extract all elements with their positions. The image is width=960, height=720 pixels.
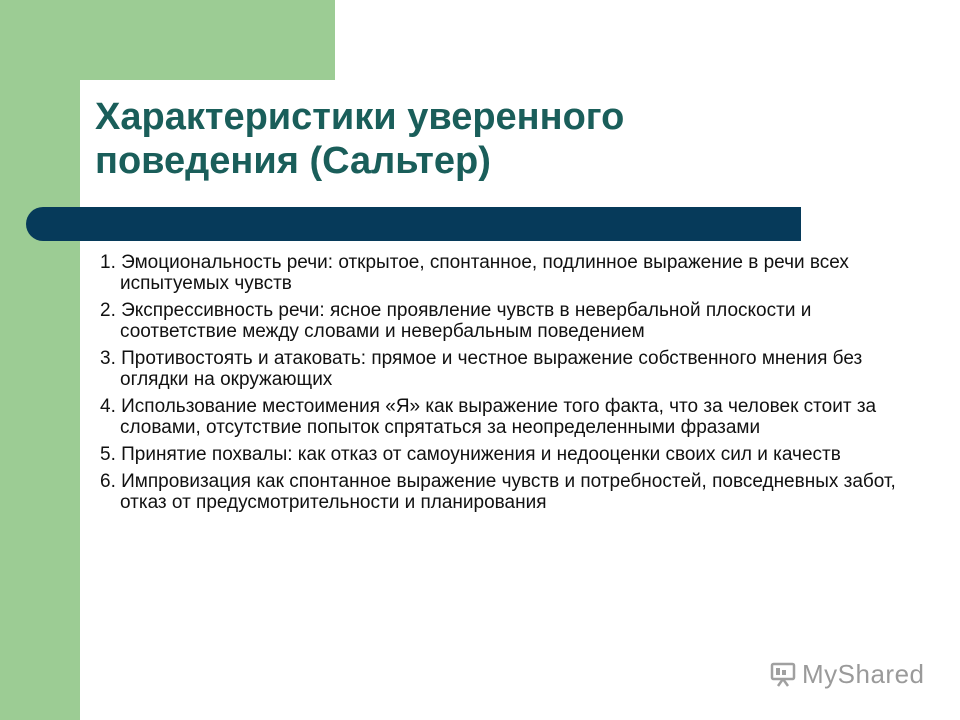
characteristics-list <box>100 252 900 519</box>
presentation-board-icon <box>770 661 796 687</box>
list-item: 6. Импровизация как спонтанное выражение чувств и потребностей, повседневных забот, отказ от предусмотрительности и планирования <box>100 471 896 513</box>
logo-text: MyShared <box>802 658 925 689</box>
green-side-band <box>0 0 80 720</box>
slide-title <box>95 95 855 183</box>
list-item: 1. Эмоциональность речи: открытое, спонтанное, подлинное выражение в речи всех испытуемых чувств <box>100 252 849 294</box>
list-item: 3. Противостоять и атаковать: прямое и честное выражение собственного мнения без оглядки на окружающих <box>100 348 863 390</box>
myshared-logo <box>770 655 925 693</box>
slide-title-line-2: поведения (Сальтер) <box>95 140 491 182</box>
slide-title-line-1: Характеристики уверенного <box>95 96 625 138</box>
title-divider-bar <box>26 207 801 241</box>
list-item: 5. Принятие похвалы: как отказ от самоунижения и недооценки своих сил и качеств <box>100 444 841 465</box>
list-item: 4. Использование местоимения «Я» как выражение того факта, что за человек стоит за словами, отсутствие попыток спрятаться за неопределенными фразами <box>100 396 877 438</box>
list-item: 2. Экспрессивность речи: ясное проявление чувств в невербальной плоскости и соответствие между словами и невербальным поведением <box>100 300 812 342</box>
green-top-band <box>80 0 335 80</box>
